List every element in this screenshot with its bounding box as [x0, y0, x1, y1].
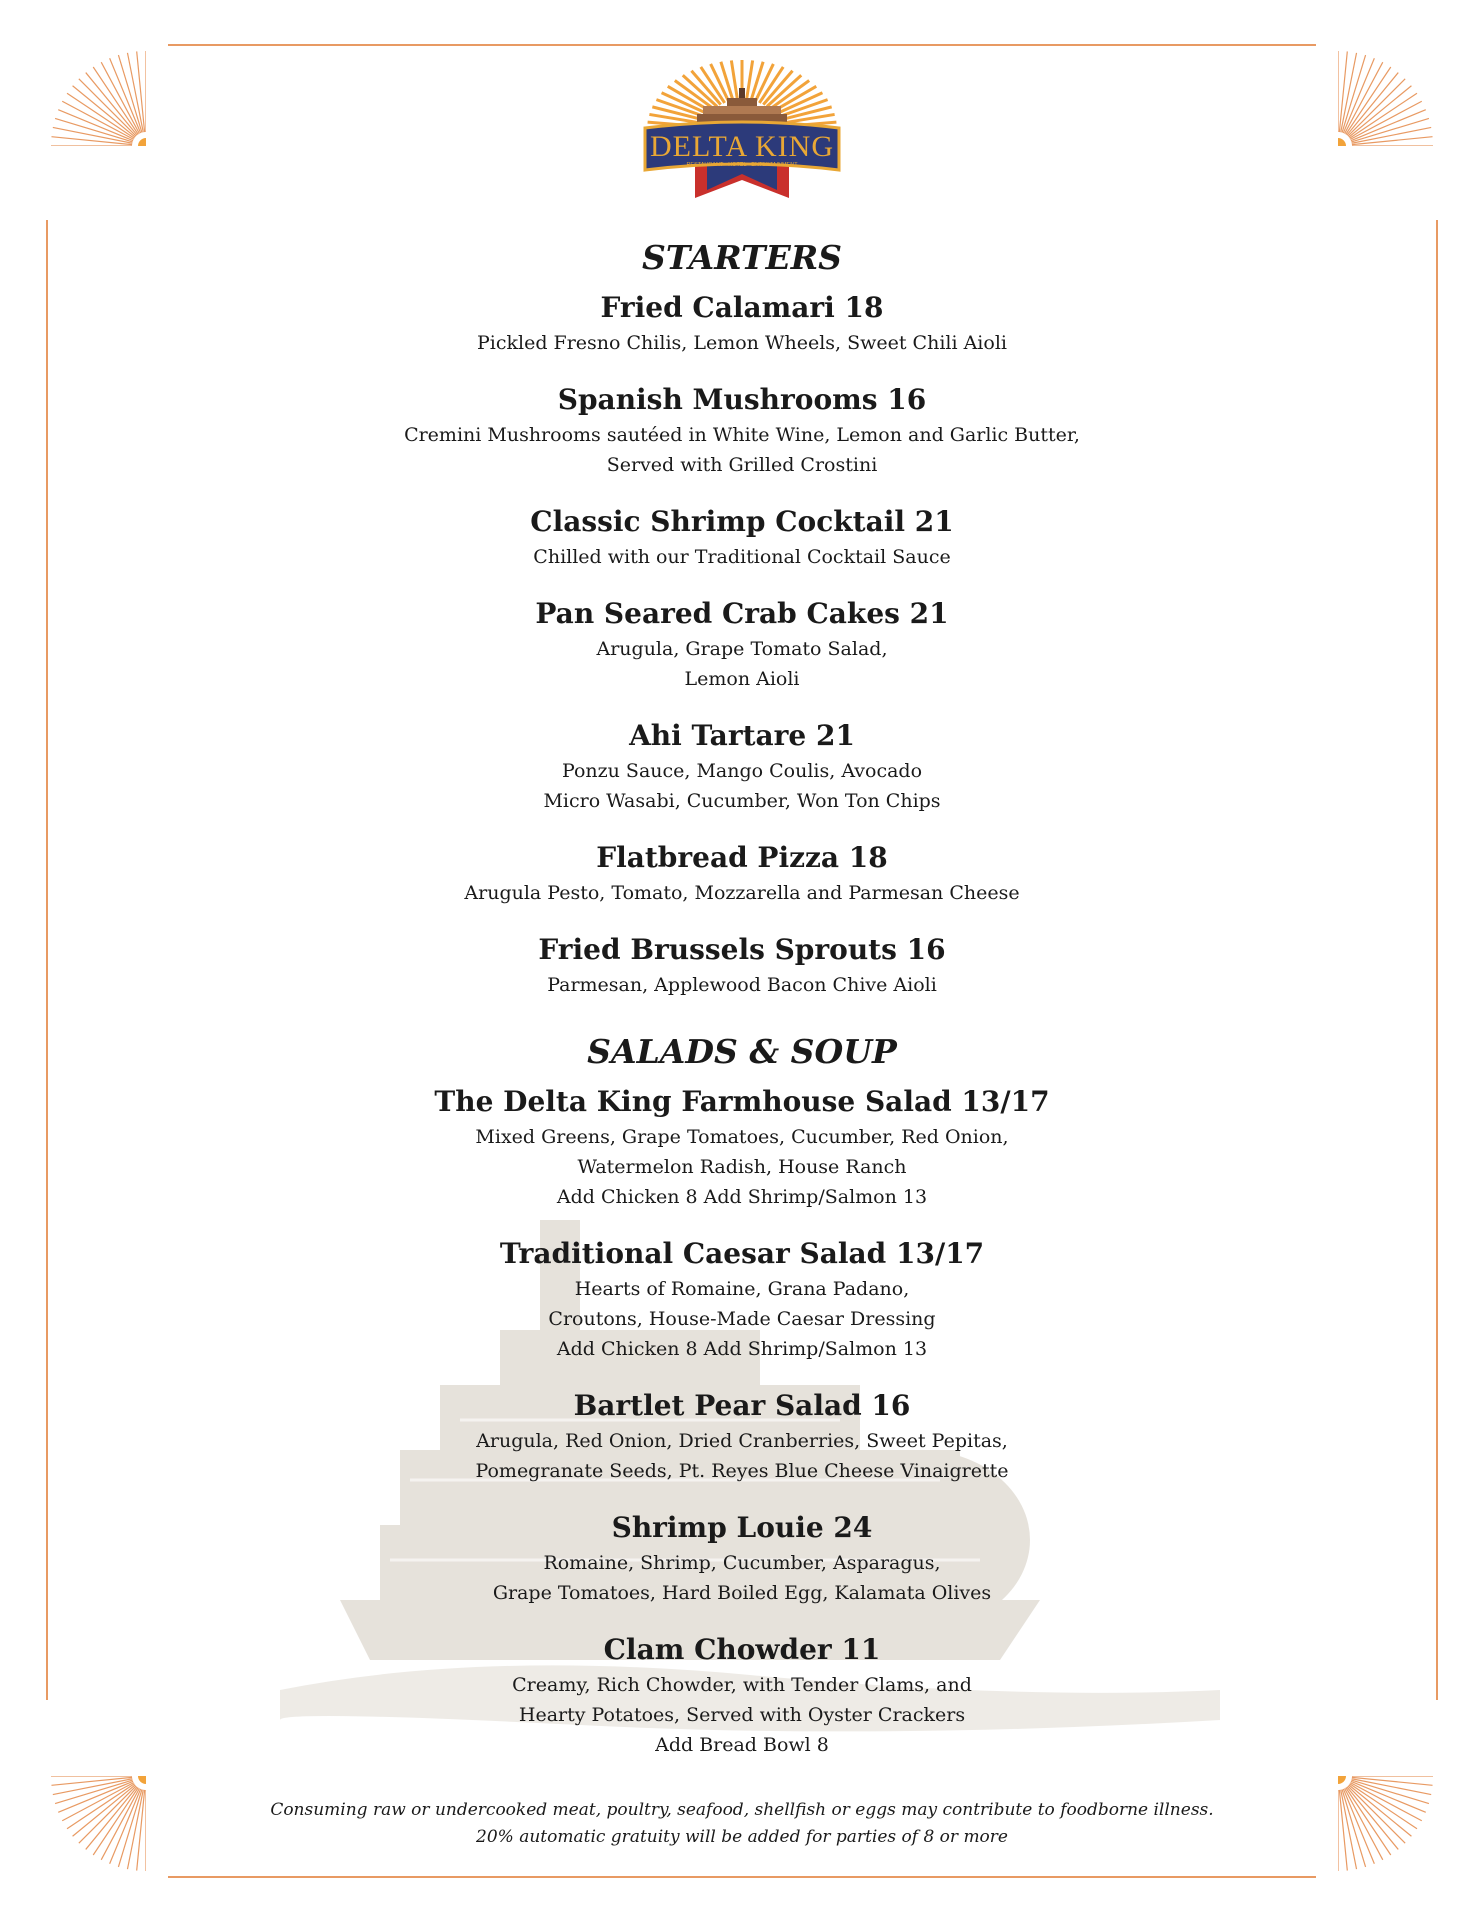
delta-king-logo — [637, 58, 847, 218]
menu-item-name: Spanish Mushrooms 16 — [557, 383, 927, 416]
section-title-starters: STARTERS — [642, 238, 842, 277]
menu-item-name: Fried Brussels Sprouts 16 — [538, 933, 946, 966]
sunburst-corner-top-left-icon — [46, 46, 146, 146]
menu-item-description: Lemon Aioli — [684, 668, 800, 690]
frame-bottom-line — [168, 1876, 1316, 1878]
menu-item-name: Bartlet Pear Salad 16 — [573, 1389, 911, 1422]
menu-item-description: Croutons, House-Made Caesar Dressing — [548, 1308, 936, 1330]
menu-item-description: Micro Wasabi, Cucumber, Won Ton Chips — [543, 790, 941, 812]
menu-item — [200, 930, 1284, 1000]
menu-item — [200, 1630, 1284, 1760]
menu-content — [200, 228, 1284, 1782]
menu-item-description: Arugula Pesto, Tomato, Mozzarella and Parmesan Cheese — [464, 882, 1020, 904]
menu-item-description: Ponzu Sauce, Mango Coulis, Avocado — [561, 760, 923, 782]
menu-item-description: Grape Tomatoes, Hard Boiled Egg, Kalamata Olives — [492, 1582, 992, 1604]
menu-item-description: Hearty Potatoes, Served with Oyster Crackers — [518, 1704, 966, 1726]
menu-item-description: Add Bread Bowl 8 — [655, 1734, 829, 1756]
menu-item-description: Add Chicken 8 Add Shrimp/Salmon 13 — [556, 1186, 928, 1208]
menu-item-name: Classic Shrimp Cocktail 21 — [530, 505, 954, 538]
sunburst-corner-bottom-left-icon — [46, 1776, 146, 1876]
menu-item — [200, 1234, 1284, 1364]
menu-item-name: Traditional Caesar Salad 13/17 — [499, 1237, 985, 1270]
menu-item-name: Shrimp Louie 24 — [611, 1511, 873, 1544]
menu-item-name: Clam Chowder 11 — [603, 1633, 881, 1666]
section-starters — [200, 228, 1284, 1000]
frame-right-line — [1436, 220, 1438, 1700]
menu-item-name: Ahi Tartare 21 — [629, 719, 855, 752]
logo-tagline: RESTAURANT • HOTEL • ENTERTAINMENT — [686, 162, 798, 168]
menu-item-name: Fried Calamari 18 — [600, 291, 884, 324]
menu-item-description: Served with Grilled Crostini — [606, 454, 878, 476]
menu-item — [200, 594, 1284, 694]
logo-name: DELTA KING — [650, 130, 834, 163]
menu-item — [200, 288, 1284, 358]
footer-disclaimer — [200, 1797, 1284, 1851]
menu-item-description: Cremini Mushrooms sautéed in White Wine, Lemon and Garlic Butter, — [404, 424, 1080, 446]
sunburst-corner-top-right-icon — [1338, 46, 1438, 146]
menu-item — [200, 1082, 1284, 1212]
menu-item-description: Mixed Greens, Grape Tomatoes, Cucumber, Red Onion, — [475, 1126, 1009, 1148]
menu-item-description: Romaine, Shrimp, Cucumber, Asparagus, — [543, 1552, 941, 1574]
menu-item — [200, 1386, 1284, 1486]
sunburst-corner-bottom-right-icon — [1338, 1776, 1438, 1876]
frame-top-line — [168, 44, 1316, 46]
menu-item-description: Arugula, Grape Tomato Salad, — [596, 638, 888, 660]
menu-item — [200, 838, 1284, 908]
menu-item-description: Creamy, Rich Chowder, with Tender Clams, and — [512, 1674, 972, 1696]
menu-item — [200, 716, 1284, 816]
menu-item-description: Watermelon Radish, House Ranch — [577, 1156, 907, 1178]
menu-item — [200, 380, 1284, 480]
menu-item-description: Chilled with our Traditional Cocktail Sauce — [533, 546, 951, 568]
footer-gratuity-note: 20% automatic gratuity will be added for parties of 8 or more — [476, 1827, 1008, 1847]
menu-item-description: Hearts of Romaine, Grana Padano, — [574, 1278, 910, 1300]
menu-item — [200, 1508, 1284, 1608]
menu-item-description: Pomegranate Seeds, Pt. Reyes Blue Cheese Vinaigrette — [475, 1460, 1009, 1482]
frame-left-line — [46, 220, 48, 1700]
menu-item-name: The Delta King Farmhouse Salad 13/17 — [434, 1085, 1050, 1118]
menu-item-description: Add Chicken 8 Add Shrimp/Salmon 13 — [556, 1338, 928, 1360]
menu-item — [200, 502, 1284, 572]
section-salads-soup — [200, 1022, 1284, 1760]
menu-item-name: Pan Seared Crab Cakes 21 — [535, 597, 949, 630]
menu-item-description: Pickled Fresno Chilis, Lemon Wheels, Sweet Chili Aioli — [477, 332, 1007, 354]
menu-item-description: Arugula, Red Onion, Dried Cranberries, Sweet Pepitas, — [476, 1430, 1008, 1452]
menu-item-description: Parmesan, Applewood Bacon Chive Aioli — [547, 974, 937, 996]
menu-item-name: Flatbread Pizza 18 — [596, 841, 888, 874]
section-title-salads-soup: SALADS & SOUP — [587, 1032, 897, 1071]
footer-health-warning: Consuming raw or undercooked meat, poultry, seafood, shellfish or eggs may contribute to foodborne illness. — [270, 1800, 1214, 1820]
